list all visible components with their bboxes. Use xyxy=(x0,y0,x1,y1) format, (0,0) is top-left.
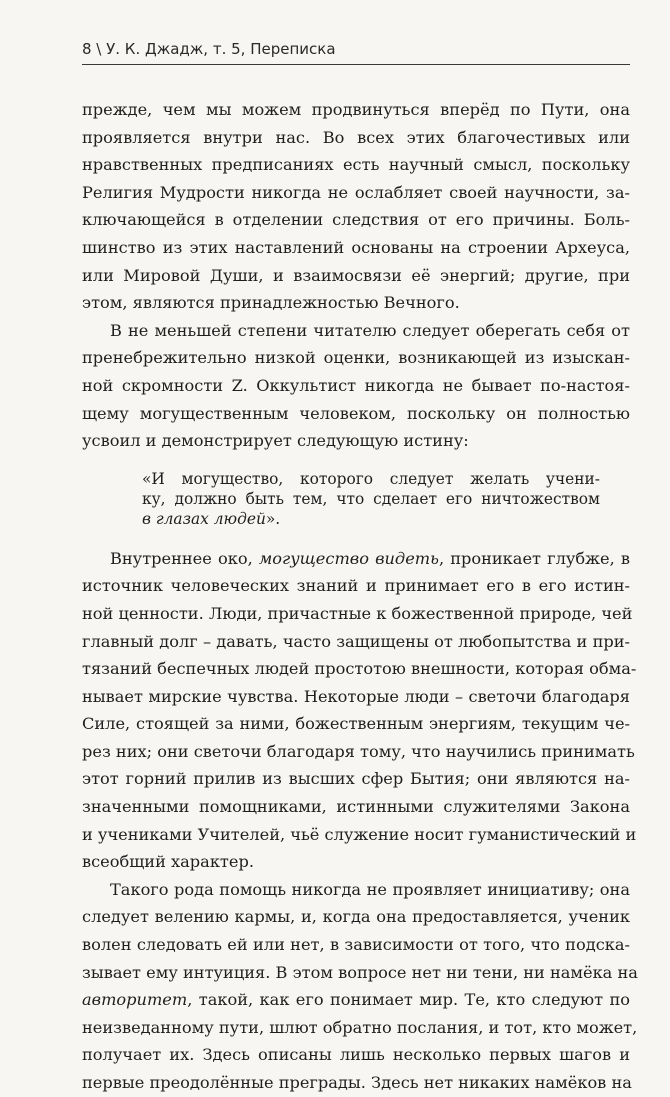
text-line: ной ценности. Люди, причастные к божественной природе, чей xyxy=(82,603,633,623)
text-line: шинство из этих наставлений основаны на строении Археуса, xyxy=(82,237,630,257)
paragraph-4 xyxy=(82,876,638,1097)
text-line: или Мировой Души, и взаимосвязи её энергий; другие, при xyxy=(82,265,630,285)
text-line xyxy=(82,545,630,573)
text-line: и учениками Учителей, чьё служение носит гуманистический и xyxy=(82,824,637,844)
text-line: всеобщий характер. xyxy=(82,852,254,872)
text-fragment: , проникает глубже, в xyxy=(438,548,630,568)
quote-italic: в глазах людей xyxy=(142,509,266,528)
running-head: 8 \ У. К. Джадж, т. 5, Переписка xyxy=(82,40,630,65)
text-line: ной скромности Z. Оккультист никогда не бывает по-настоя- xyxy=(82,375,630,395)
paragraph-3 xyxy=(82,545,637,876)
paragraph-2 xyxy=(82,317,630,455)
italic-phrase: авторитет xyxy=(82,990,188,1010)
text-line: усвоил и демонстрирует следующую истину: xyxy=(82,431,469,451)
block-quote xyxy=(82,469,630,529)
text-line: тязаний беспечных людей простотою внешности, которая обма- xyxy=(82,659,637,679)
quote-line: ку, должно быть тем, что сделает его ничтожеством xyxy=(142,489,600,508)
text-line xyxy=(82,986,630,1014)
paragraph-1 xyxy=(82,96,630,317)
text-line: Религия Мудрости никогда не ослабляет своей научности, за- xyxy=(82,182,630,202)
text-line: пренебрежительно низкой оценки, возникающей из изыскан- xyxy=(82,348,630,368)
text-line: главный долг – давать, часто защищены от любопытства и при- xyxy=(82,631,630,651)
text-line: рез них; они светочи благодаря тому, что научились принимать xyxy=(82,741,635,761)
quote-line: «И могущество, которого следует желать учени- xyxy=(142,469,600,488)
text-line: щему могущественным человеком, поскольку он полностью xyxy=(82,403,630,423)
page-body xyxy=(82,96,638,1097)
quote-end: ». xyxy=(265,509,281,528)
text-line: получает их. Здесь описаны лишь несколько первых шагов и xyxy=(82,1045,630,1065)
text-line: этом, являются принадлежностью Вечного. xyxy=(82,293,460,313)
text-line: Такого рода помощь никогда не проявляет инициативу; она xyxy=(110,879,630,899)
text-line: источник человеческих знаний и принимает его в его истин- xyxy=(82,576,630,596)
text-line: следует велению кармы, и, когда она предоставляется, ученик xyxy=(82,907,630,927)
quote-line xyxy=(142,509,600,529)
text-line: первые преодолённые преграды. Здесь нет никаких намёков на xyxy=(82,1073,632,1092)
text-line: ключающейся в отделении следствия от его причины. Боль- xyxy=(82,210,630,230)
text-line: зывает ему интуиция. В этом вопросе нет ни тени, ни намёка на xyxy=(82,962,638,982)
text-line: Силе, стоящей за ними, божественным энергиям, текущим че- xyxy=(82,714,630,734)
text-line: неизведанному пути, шлют обратно послания, и тот, кто может, xyxy=(82,1017,638,1037)
text-line: нравственных предписаниях есть научный смысл, поскольку xyxy=(82,155,630,175)
text-line: волен следовать ей или нет, в зависимости от того, что подска- xyxy=(82,935,630,955)
text-fragment: , такой, как его понимает мир. Те, кто следуют по xyxy=(187,990,630,1010)
text-line: прежде, чем мы можем продвинуться вперёд по Пути, она xyxy=(82,100,630,119)
text-line: нывает мирские чувства. Некоторые люди – светочи благодаря xyxy=(82,686,630,706)
text-line: проявляется внутри нас. Во всех этих благочестивых или xyxy=(82,127,630,147)
text-fragment: Внутреннее око, xyxy=(110,548,259,568)
text-line: значенными помощниками, истинными служителями Закона xyxy=(82,797,630,817)
italic-phrase: могущество видеть xyxy=(258,548,439,568)
text-line: В не меньшей степени читателю следует оберегать себя от xyxy=(110,320,630,340)
text-line: этот горний прилив из высших сфер Бытия; они являются на- xyxy=(82,769,630,789)
